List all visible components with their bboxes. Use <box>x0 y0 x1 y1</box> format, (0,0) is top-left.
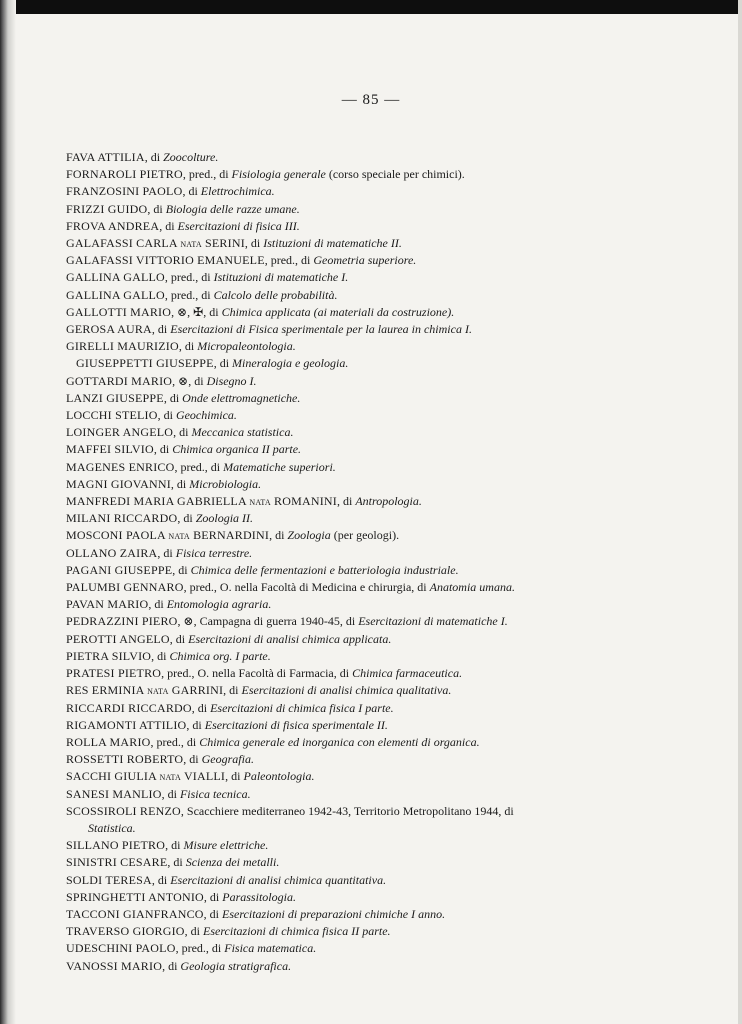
entry-subject: Chimica delle fermentazioni e batteriologia industriale. <box>190 562 459 577</box>
list-item <box>66 321 626 338</box>
entry-subject: Zoologia II. <box>195 511 254 526</box>
list-item <box>66 235 626 252</box>
entry-details: , di <box>147 201 166 216</box>
scan-left-border <box>0 0 16 1024</box>
list-item <box>66 545 626 562</box>
list-item <box>66 355 626 372</box>
entry-details: , pred., di <box>150 734 200 749</box>
entry-subject: Elettrochimica. <box>200 184 275 199</box>
entry-name: SCOSSIROLI RENZO <box>66 803 181 818</box>
entry-name: GIUSEPPETTI GIUSEPPE <box>76 356 214 371</box>
list-item <box>66 631 626 648</box>
entry-details: , di <box>223 683 242 698</box>
entry-details: , pred., di <box>164 270 214 285</box>
list-item <box>66 510 626 527</box>
entry-details: , di <box>186 717 205 732</box>
list-item <box>66 424 626 441</box>
page-number: — 85 — <box>341 92 401 108</box>
entry-details: , pred., O. nella Facoltà di Medicina e chirurgia, di <box>183 580 430 595</box>
entry-name: FAVA ATTILIA <box>66 150 145 164</box>
list-item <box>66 218 626 235</box>
entry-subject: Esercitazioni di analisi chimica quantitativa. <box>170 872 387 887</box>
entry-subject: Esercitazioni di Fisica sperimentale per la laurea in chimica I. <box>170 322 472 337</box>
entry-subject: Geometria superiore. <box>313 253 417 268</box>
list-item <box>66 596 626 613</box>
entry-subject: Calcolo delle probabilità. <box>213 287 338 302</box>
list-item <box>66 201 626 218</box>
entry-name: PEROTTI ANGELO <box>66 631 170 646</box>
entry-name: FRIZZI GUIDO <box>66 201 148 216</box>
entry-details: , di <box>336 494 356 509</box>
entry-name: SPRINGHETTI ANTONIO <box>66 889 204 904</box>
entry-name: MAGNI GIOVANNI <box>66 476 171 491</box>
entry-subject: Geografia. <box>201 752 254 767</box>
list-item <box>66 906 626 923</box>
entry-subject: Chimica org. I parte. <box>169 648 271 663</box>
entry-details: , di <box>172 562 191 577</box>
list-item <box>66 648 626 665</box>
entry-details: , pred., O. nella Facoltà di Farmacia, di <box>161 666 353 681</box>
entry-name: LOINGER ANGELO <box>66 425 174 440</box>
entry-name: PAVAN MARIO <box>66 597 149 612</box>
entry-name: PALUMBI GENNARO <box>66 580 184 595</box>
list-item <box>66 613 626 630</box>
list-item <box>66 149 626 166</box>
entry-details: , di <box>159 218 178 233</box>
list-item <box>66 493 626 510</box>
entry-name: RIGAMONTI ATTILIO <box>66 717 187 732</box>
entry-name: GIRELLI MAURIZIO <box>66 339 179 354</box>
entry-details: , pred., di <box>182 167 232 182</box>
entry-details: , ⊗, di <box>172 373 207 388</box>
entry-name: GALLOTTI MARIO <box>66 304 172 319</box>
entry-details: , di <box>162 958 181 973</box>
entry-details: , di <box>151 322 171 337</box>
entry-subject: Biologia delle razze umane. <box>165 201 300 216</box>
list-item <box>66 304 626 321</box>
entry-details: , pred., di <box>174 459 224 474</box>
entry-name: SOLDI TERESA <box>66 872 152 887</box>
entry-details: , ⊗, ✠, di <box>171 304 222 319</box>
entry-subject: Chimica generale ed inorganica con elementi di organica. <box>199 734 480 749</box>
entry-details: , di <box>213 356 233 371</box>
entry-name: GEROSA AURA <box>66 322 152 337</box>
list-item <box>66 441 626 458</box>
entry-subject: Esercitazioni di chimica fisica I parte. <box>210 700 394 715</box>
entry-subject: Chimica farmaceutica. <box>352 666 463 681</box>
entry-subject: Antropologia. <box>355 494 422 509</box>
entry-name: LANZI GIUSEPPE <box>66 390 164 405</box>
list-item <box>66 166 626 183</box>
list-item <box>66 459 626 476</box>
entry-name: TRAVERSO GIORGIO <box>66 924 185 939</box>
list-item <box>66 665 626 682</box>
entry-details: , di <box>173 425 192 440</box>
entry-subject: Meccanica statistica. <box>191 425 294 440</box>
entry-name: PEDRAZZINI PIERO <box>66 614 178 629</box>
entry-name: FRANZOSINI PAOLO <box>66 184 183 199</box>
entry-subject: Fisica terrestre. <box>175 545 253 560</box>
entry-subject: Geologia stratigrafica. <box>180 958 292 973</box>
entry-details: , di <box>144 150 164 164</box>
list-item <box>66 476 626 493</box>
entry-name: MOSCONI PAOLA nata BERNARDINI <box>66 528 270 543</box>
list-item <box>66 768 626 785</box>
entry-subject: Esercitazioni di analisi chimica qualitativa. <box>241 683 452 698</box>
entry-name: SILLANO PIETRO <box>66 838 166 853</box>
list-item <box>66 923 626 940</box>
entry-name: ROSSETTI ROBERTO <box>66 752 184 767</box>
entry-subject: Zoologia <box>287 528 331 543</box>
entry-details: , di <box>151 872 171 887</box>
entry-details: , di <box>191 700 211 715</box>
list-item <box>66 786 626 803</box>
entry-subject: Microbiologia. <box>189 476 262 491</box>
entry-details: , Scacchiere mediterraneo 1942-43, Territorio Metropolitano 1944, di <box>180 803 514 818</box>
entry-subject: Anatomia umana. <box>429 580 515 595</box>
list-item <box>66 837 626 854</box>
entry-details: , di <box>182 184 201 199</box>
list-item <box>66 803 626 837</box>
entry-details: , di <box>157 408 176 423</box>
entry-subject: Fisica tecnica. <box>179 786 251 801</box>
entry-name: MAGENES ENRICO <box>66 459 175 474</box>
entry-details: , di <box>184 924 203 939</box>
entry-subject: Paleontologia. <box>243 769 315 784</box>
entry-subject: Disegno I. <box>206 373 257 388</box>
entry-details: , di <box>163 390 183 405</box>
entry-details: , di <box>244 236 264 251</box>
entry-name: GALLINA GALLO <box>66 287 165 302</box>
entry-name: SANESI MANLIO <box>66 786 162 801</box>
entry-subject: Parassitologia. <box>222 889 296 904</box>
list-item <box>66 940 626 957</box>
entry-name: OLLANO ZAIRA <box>66 545 158 560</box>
entry-name: FORNAROLI PIETRO <box>66 167 183 182</box>
list-item <box>66 390 626 407</box>
entry-subject: Chimica applicata (ai materiali da costruzione). <box>221 304 455 319</box>
entry-details: , pred., di <box>164 287 214 302</box>
entry-subject: Mineralogia e geologia. <box>232 356 349 371</box>
entry-details: , di <box>151 648 170 663</box>
list-item <box>66 700 626 717</box>
entry-subject: Matematiche superiori. <box>223 459 336 474</box>
entry-name: MILANI RICCARDO <box>66 511 178 526</box>
list-item <box>66 269 626 286</box>
entry-details: , di <box>183 752 202 767</box>
entry-name: VANOSSI MARIO <box>66 958 163 973</box>
list-item <box>66 682 626 699</box>
entry-subject: Esercitazioni di matematiche I. <box>358 614 508 629</box>
entry-name: RICCARDI RICCARDO <box>66 700 192 715</box>
entry-subject: Esercitazioni di fisica III. <box>177 218 300 233</box>
entry-details: , di <box>167 855 186 870</box>
entry-details: , di <box>203 889 223 904</box>
list-item <box>66 373 626 390</box>
list-item <box>66 527 626 544</box>
list-item <box>66 562 626 579</box>
entry-details: , di <box>157 545 176 560</box>
entry-subject: Geochimica. <box>175 408 237 423</box>
entry-subject: Istituzioni di matematiche I. <box>213 270 349 285</box>
scan-right-border <box>738 0 742 1024</box>
entry-details: , pred., di <box>175 941 225 956</box>
entry-name: GOTTARDI MARIO <box>66 373 173 388</box>
list-item <box>66 751 626 768</box>
entry-subject: Micropaleontologia. <box>197 339 296 354</box>
list-item <box>66 958 626 975</box>
entry-name: FROVA ANDREA <box>66 218 160 233</box>
entry-subject: Fisica matematica. <box>224 941 317 956</box>
entry-details: , di <box>178 339 198 354</box>
entry-details: , di <box>161 786 180 801</box>
entry-subject: Scienza dei metalli. <box>185 855 280 870</box>
entry-name: GALLINA GALLO <box>66 270 165 285</box>
entry-name: PRATESI PIETRO <box>66 666 162 681</box>
list-item <box>66 183 626 200</box>
entry-name: GALAFASSI CARLA nata SERINI <box>66 236 245 251</box>
list-item <box>66 889 626 906</box>
entry-name: PAGANI GIUSEPPE <box>66 562 173 577</box>
entry-subject: Zoocolture. <box>163 150 219 164</box>
entry-name: MAFFEI SILVIO <box>66 442 154 457</box>
entry-name: PIETRA SILVIO <box>66 648 152 663</box>
entry-name: GALAFASSI VITTORIO EMANUELE <box>66 253 265 268</box>
list-item <box>66 407 626 424</box>
entry-name: SACCHI GIULIA nata VIALLI <box>66 769 226 784</box>
entry-details: , ⊗, Campagna di guerra 1940-45, di <box>177 614 359 629</box>
entry-details: , di <box>225 769 244 784</box>
entry-details: , di <box>169 631 189 646</box>
list-item <box>66 717 626 734</box>
entry-subject: Esercitazioni di analisi chimica applicata. <box>188 631 392 646</box>
entry-details: , di <box>203 906 222 921</box>
entry-details: , di <box>177 511 196 526</box>
list-item <box>66 287 626 304</box>
entry-note: (corso speciale per chimici). <box>325 167 465 182</box>
faculty-list <box>66 149 626 975</box>
entry-details: , di <box>153 442 173 457</box>
list-item <box>66 854 626 871</box>
entry-subject: Chimica organica II parte. <box>172 442 302 457</box>
entry-subject: Esercitazioni di fisica sperimentale II. <box>204 717 388 732</box>
entry-subject: Istituzioni di matematiche II. <box>263 236 402 251</box>
entry-details: , di <box>269 528 288 543</box>
entry-name: LOCCHI STELIO <box>66 408 158 423</box>
list-item <box>66 252 626 269</box>
list-item <box>66 579 626 596</box>
list-item <box>66 734 626 751</box>
entry-subject: Esercitazioni di chimica fisica II parte. <box>203 924 391 939</box>
entry-name: MANFREDI MARIA GABRIELLA nata ROMANINI <box>66 494 337 509</box>
entry-details: , di <box>148 597 167 612</box>
entry-subject: Esercitazioni di preparazioni chimiche I anno. <box>222 906 446 921</box>
entry-name: RES ERMINIA nata GARRINI <box>66 683 224 698</box>
entry-subject: Statistica. <box>88 820 136 835</box>
entry-details: , di <box>170 476 190 491</box>
entry-subject: Fisiologia generale <box>231 167 326 182</box>
entry-subject: Entomologia agraria. <box>166 597 272 612</box>
entry-name: UDESCHINI PAOLO <box>66 941 176 956</box>
entry-name: SINISTRI CESARE <box>66 855 168 870</box>
entry-details: , pred., di <box>264 253 314 268</box>
scan-top-border <box>0 0 742 14</box>
list-item <box>66 872 626 889</box>
entry-note: (per geologi). <box>330 528 400 543</box>
entry-name: ROLLA MARIO <box>66 734 151 749</box>
entry-details: , di <box>165 838 184 853</box>
entry-subject: Misure elettriche. <box>183 838 269 853</box>
list-item <box>66 338 626 355</box>
entry-name: TACCONI GIANFRANCO <box>66 906 204 921</box>
entry-subject: Onde elettromagnetiche. <box>182 390 301 405</box>
